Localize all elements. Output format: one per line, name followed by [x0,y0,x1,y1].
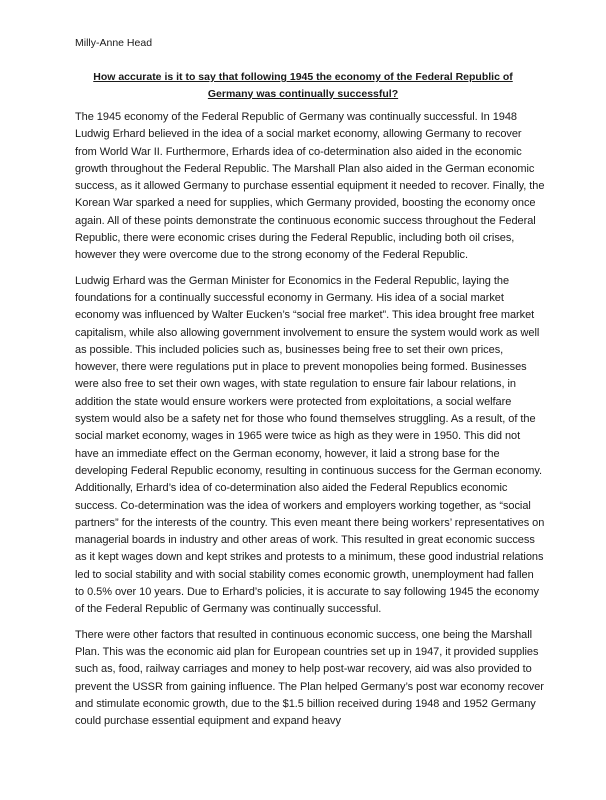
paragraph-marshall-plan: There were other factors that resulted in continuous economic success, one being the Marshall Plan. This was the economic aid plan for European countries set up in 1947, it provided supplies such as, food, railway carriages and money to help post-war recovery, aid was also provided to prevent the USSR from gaining influence. The Plan helped Germany’s post war economy recover and stimulate economic growth, due to the $1.5 billion received during 1948 and 1952 Germany could purchase essential equipment and expand heavy [75,628,544,728]
paragraph-erhard: Ludwig Erhard was the German Minister for Economics in the Federal Republic, laying the foundations for a continually successful economy in Germany. His idea of a social market economy was influenced by Walter Eucken’s “social free market”. This idea brought free market capitalism, while also allowing government involvement to ensure the system would work as well as possible. This included policies such as, businesses being free to set their own prices, however, there were regulations put in place to prevent monopolies being formed. Businesses were also free to set their own wages, with state regulation to ensure fair labour relations, in addition the state would ensure workers were protected from exploitations, a social welfare system would also be a safety net for those who found themselves struggling. As a result, of the social market economy, wages in 1965 were twice as high as they were in 1950. This did not have an immediate effect on the German economy, however, it laid a strong base for the developing Federal Republic economy, resulting in continuous success for the German economy. Additionally, Erhard’s idea of co-determination also aided the Federal Republics economic success. Co-determination was the idea of workers and employers working together, as “social partners” for the interests of the country. This even meant there being workers’ representatives on managerial boards in industry and other areas of work. This resulted in great economic success as it kept wages down and kept strikes and protests to a minimum, these good industrial relations led to social stability and with social stability comes economic growth, unemployment had fallen to 0.5% over 10 years. Due to Erhard’s policies, it is accurate to say following 1945 the economy of the Federal Republic of Germany was continually successful. [75,274,545,616]
essay-body [75,109,545,738]
author-name: Milly-Anne Head [75,37,153,49]
essay-title: How accurate is it to say that following 1945 the economy of the Federal Republic of Germany was continually successful? [93,71,513,100]
paragraph-introduction: The 1945 economy of the Federal Republic of Germany was continually successful. In 1948 Ludwig Erhard believed in the idea of a social market economy, allowing Germany to recover from World War II. Furthermore, Erhards idea of co-determination also aided in the economic growth throughout the Federal Republic. The Marshall Plan also aided in the German economic success, as it allowed Germany to purchase essential equipment it needed to recover. Finally, the Korean War sparked a need for supplies, which Germany provided, boosting the economy once again. All of these points demonstrate the continuous economic success throughout the Federal Republic, there were economic crises during the Federal Republic, including both oil crises, however they were overcome due to the strong economy of the Federal Republic. [75,111,545,262]
